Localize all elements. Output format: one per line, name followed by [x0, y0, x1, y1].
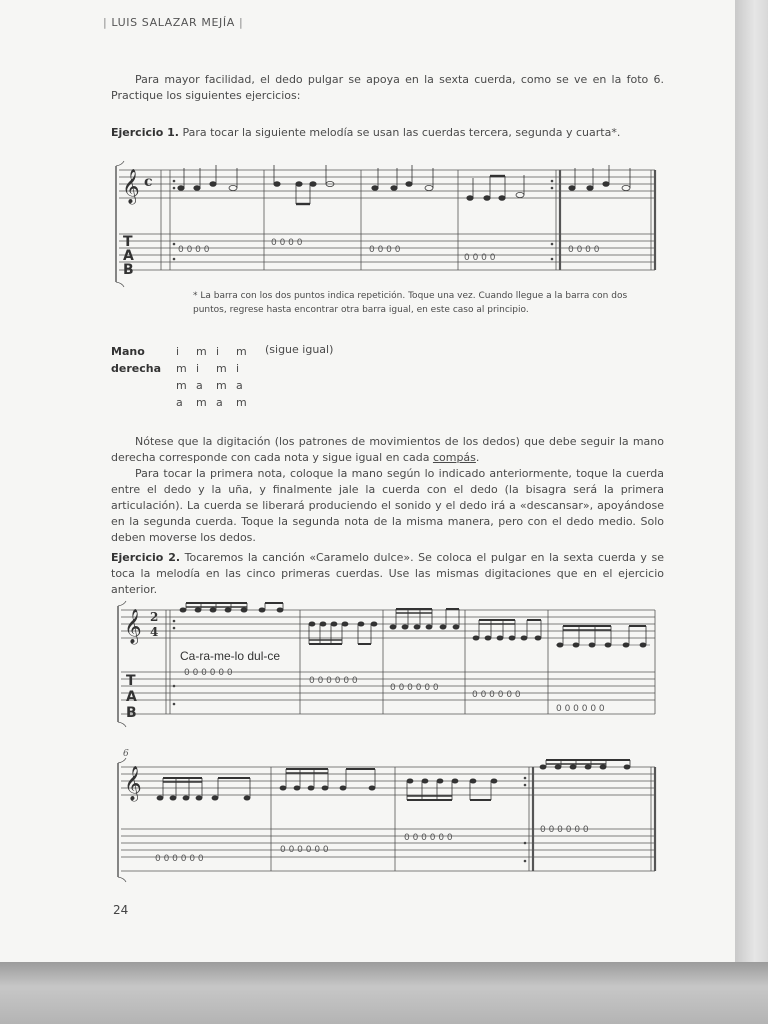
lyrics-line: Ca-ra-me-lo dul-ce: [180, 649, 281, 663]
body-paragraph-2: Para tocar la primera nota, coloque la mano según lo indicado anteriormente, toque la cuerda entre el dedo y la uña, y finalmente jale la cuerda con el dedo (la bisagra será la primera articulación). La cuerda se liberará produciendo el sonido y el dedo irá a «descansar», apoyándose en la segunda cuerda. Toque la segunda nota de la misma manera, pero con el dedo medio. Solo deben moverse los dedos.: [111, 467, 664, 544]
time-signature-top: 2: [150, 610, 159, 624]
tab-measure: 0 0 0 0 0 0: [390, 683, 439, 693]
intro-paragraph: Para mayor facilidad, el dedo pulgar se apoya en la sexta cuerda, como se ve en la foto 6. Practique los siguientes ejercicios:: [111, 73, 664, 102]
staff-1: [116, 161, 655, 287]
fingering-row: a m a m: [176, 396, 247, 409]
staff-2-repeat-dots: [173, 620, 176, 706]
tab-measure: 0 0 0 0: [271, 238, 303, 248]
tab-letter-a: A: [123, 248, 134, 264]
footnote: * La barra con los dos puntos indica repetición. Toque una vez. Cuando llegue a la barra con dos puntos, regrese hasta encontrar otra barra igual, en este caso al principio.: [193, 291, 628, 315]
tab-measure: 0 0 0 0 0 0: [472, 690, 521, 700]
time-signature-bottom: 4: [150, 625, 159, 639]
exercise-1-label: Ejercicio 1.: [111, 126, 179, 139]
tab-measure: 0 0 0 0: [369, 245, 401, 255]
staff-3-repeat-dots: [524, 777, 527, 863]
time-signature: [150, 610, 158, 639]
exercise-1-text: Para tocar la siguiente melodía se usan las cuerdas tercera, segunda y cuarta*.: [178, 126, 621, 139]
staff-2-tab-numbers: [184, 668, 605, 714]
tab-measure: 0 0 0 0 0 0: [540, 825, 589, 835]
treble-clef-icon: 𝄞: [124, 766, 142, 801]
tab-measure: 0 0 0 0 0 0: [155, 854, 204, 864]
tab-measure: 0 0 0 0: [568, 245, 600, 255]
fingering-row: m i m i: [176, 362, 240, 375]
sigue-igual-note: (sigue igual): [265, 343, 334, 356]
tab-measure: 0 0 0 0 0 0: [184, 668, 233, 678]
tab-measure: 0 0 0 0 0 0: [556, 704, 605, 714]
tab-letter-a: A: [126, 689, 137, 705]
staff-3-notes: [157, 760, 630, 800]
author-name: LUIS SALAZAR MEJÍA: [111, 16, 235, 29]
treble-clef-icon: 𝄞: [122, 169, 140, 204]
exercise-2-text: Tocaremos la canción «Caramelo dulce». Se coloca el pulgar en la sexta cuerda y se toca la melodía en las cinco primeras cuerdas. Use las mismas digitaciones que en el ejercicio anterior.: [111, 551, 664, 596]
running-header: | LUIS SALAZAR MEJÍA |: [103, 16, 244, 29]
tab-measure: 0 0 0 0 0 0: [280, 845, 329, 855]
staff-2-tab-letters: [126, 673, 137, 721]
treble-clef-icon: 𝄞: [124, 609, 142, 644]
tab-measure: 0 0 0 0 0 0: [404, 833, 453, 843]
tab-letter-b: B: [123, 262, 134, 278]
body-paragraph-1: Nótese que la digitación (los patrones de movimientos de los dedos) que debe seguir la mano derecha corresponde con cada nota y sigue igual en cada compás.: [111, 435, 664, 464]
fingering-row: i m i m: [176, 345, 247, 358]
tab-letter-t: T: [123, 234, 133, 250]
tab-letter-t: T: [126, 673, 136, 689]
compas-term: compás: [432, 451, 476, 464]
tab-measure: 0 0 0 0: [464, 253, 496, 263]
page-number: 24: [113, 903, 129, 917]
staff-1-tab-letters: [123, 234, 134, 278]
measure-number: 6: [123, 749, 129, 759]
staff-1-tab-numbers: [178, 238, 600, 263]
tab-measure: 0 0 0 0 0 0: [309, 676, 358, 686]
staff-3-tab-numbers: [155, 825, 589, 864]
right-hand-label: Mano derecha: [111, 345, 161, 375]
common-time-icon: c: [144, 174, 153, 190]
exercise-2-label: Ejercicio 2.: [111, 551, 181, 564]
tab-measure: 0 0 0 0: [178, 245, 210, 255]
fingering-table: [176, 343, 256, 411]
exercise-2-heading: [111, 550, 664, 598]
tab-letter-b: B: [126, 705, 137, 721]
fingering-row: m a m a: [176, 379, 243, 392]
